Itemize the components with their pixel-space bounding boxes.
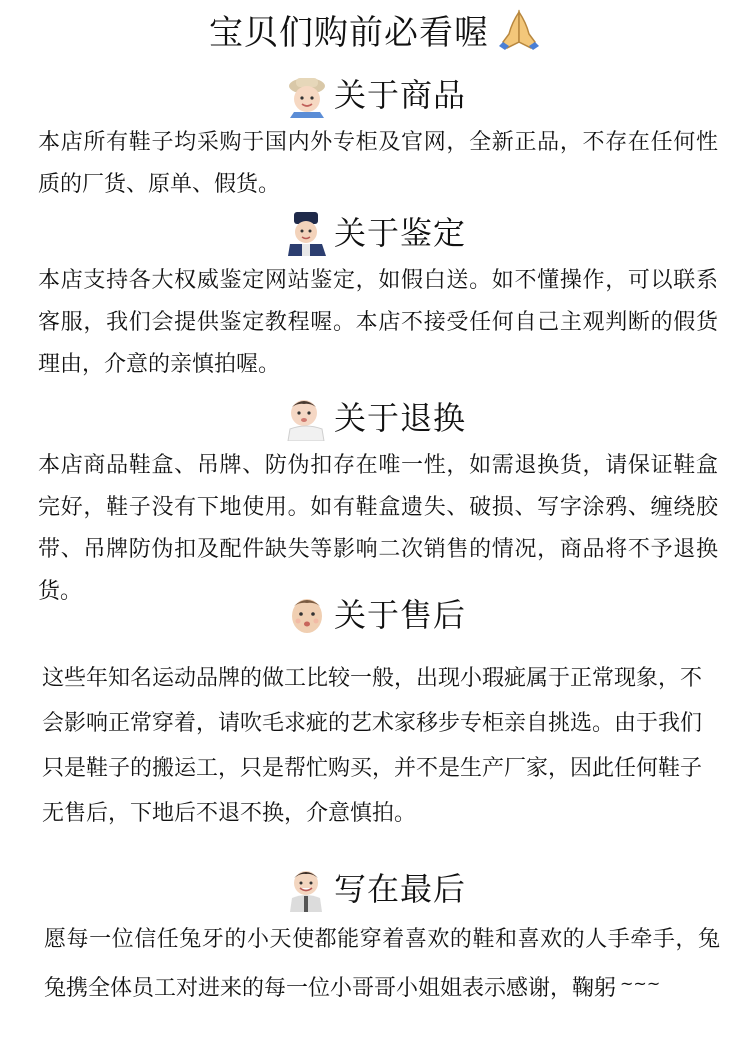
section-body-text: 本店商品鞋盒、吊牌、防伪扣存在唯一性，如需退换货，请保证鞋盒完好，鞋子没有下地使用。如有鞋盒遗失、破损、写字涂鸦、缠绕胶带、吊牌防伪扣及配件缺失等影响二次销售的情况，商品将不予退换货。 xyxy=(38,453,718,604)
section-heading-text: 关于鉴定 xyxy=(333,214,466,252)
section-body-text: 这些年知名运动品牌的做工比较一般，出现小瑕疵属于正常现象，不会影响正常穿着，请吹毛求疵的艺术家移步专柜亲自挑选。由于我们只是鞋子的搬运工，只是帮忙购买，并不是生产厂家，因此任何鞋子无售后，下地后不退不换，介意慎拍。 xyxy=(42,666,703,826)
section-heading xyxy=(0,864,750,914)
section-about-returns xyxy=(0,393,750,613)
section-heading xyxy=(0,590,750,640)
section-heading-text: 关于退换 xyxy=(333,399,466,437)
section-heading-text: 写在最后 xyxy=(333,870,466,908)
page-title xyxy=(0,8,750,57)
child-costume-avatar-icon xyxy=(284,210,330,256)
smiling-child-avatar-icon xyxy=(284,866,330,912)
tilde-suffix: ~~~ xyxy=(620,974,661,993)
section-heading xyxy=(0,208,750,258)
section-heading-text: 关于商品 xyxy=(333,76,466,114)
section-body-text: 本店所有鞋子均采购于国内外专柜及官网，全新正品，不存在任何性质的厂货、原单、假货。 xyxy=(38,130,718,197)
baby-avatar-icon xyxy=(284,395,330,441)
baby-hat-avatar-icon xyxy=(284,72,330,118)
section-about-products xyxy=(0,70,750,206)
section-final-words xyxy=(0,864,750,1011)
section-heading xyxy=(0,70,750,120)
section-after-sales xyxy=(0,590,750,836)
section-body-text xyxy=(0,918,720,1011)
page-title-text: 宝贝们购前必看喔 xyxy=(209,13,489,53)
section-heading xyxy=(0,393,750,443)
section-body-text: 本店支持各大权威鉴定网站鉴定，如假白送。如不懂操作，可以联系客服，我们会提供鉴定教程喔。本店不接受任何自己主观判断的假货理由，介意的亲慎拍喔。 xyxy=(38,268,718,377)
final-words-text: 愿每一位信任兔牙的小天使都能穿着喜欢的鞋和喜欢的人手牵手，兔兔携全体员工对进来的每一位小哥哥小姐姐表示感谢，鞠躬 xyxy=(44,927,720,1001)
pouting-baby-avatar-icon xyxy=(284,592,330,638)
section-about-authentication xyxy=(0,208,750,386)
folded-hands-icon xyxy=(497,8,541,50)
section-heading-text: 关于售后 xyxy=(333,596,466,634)
